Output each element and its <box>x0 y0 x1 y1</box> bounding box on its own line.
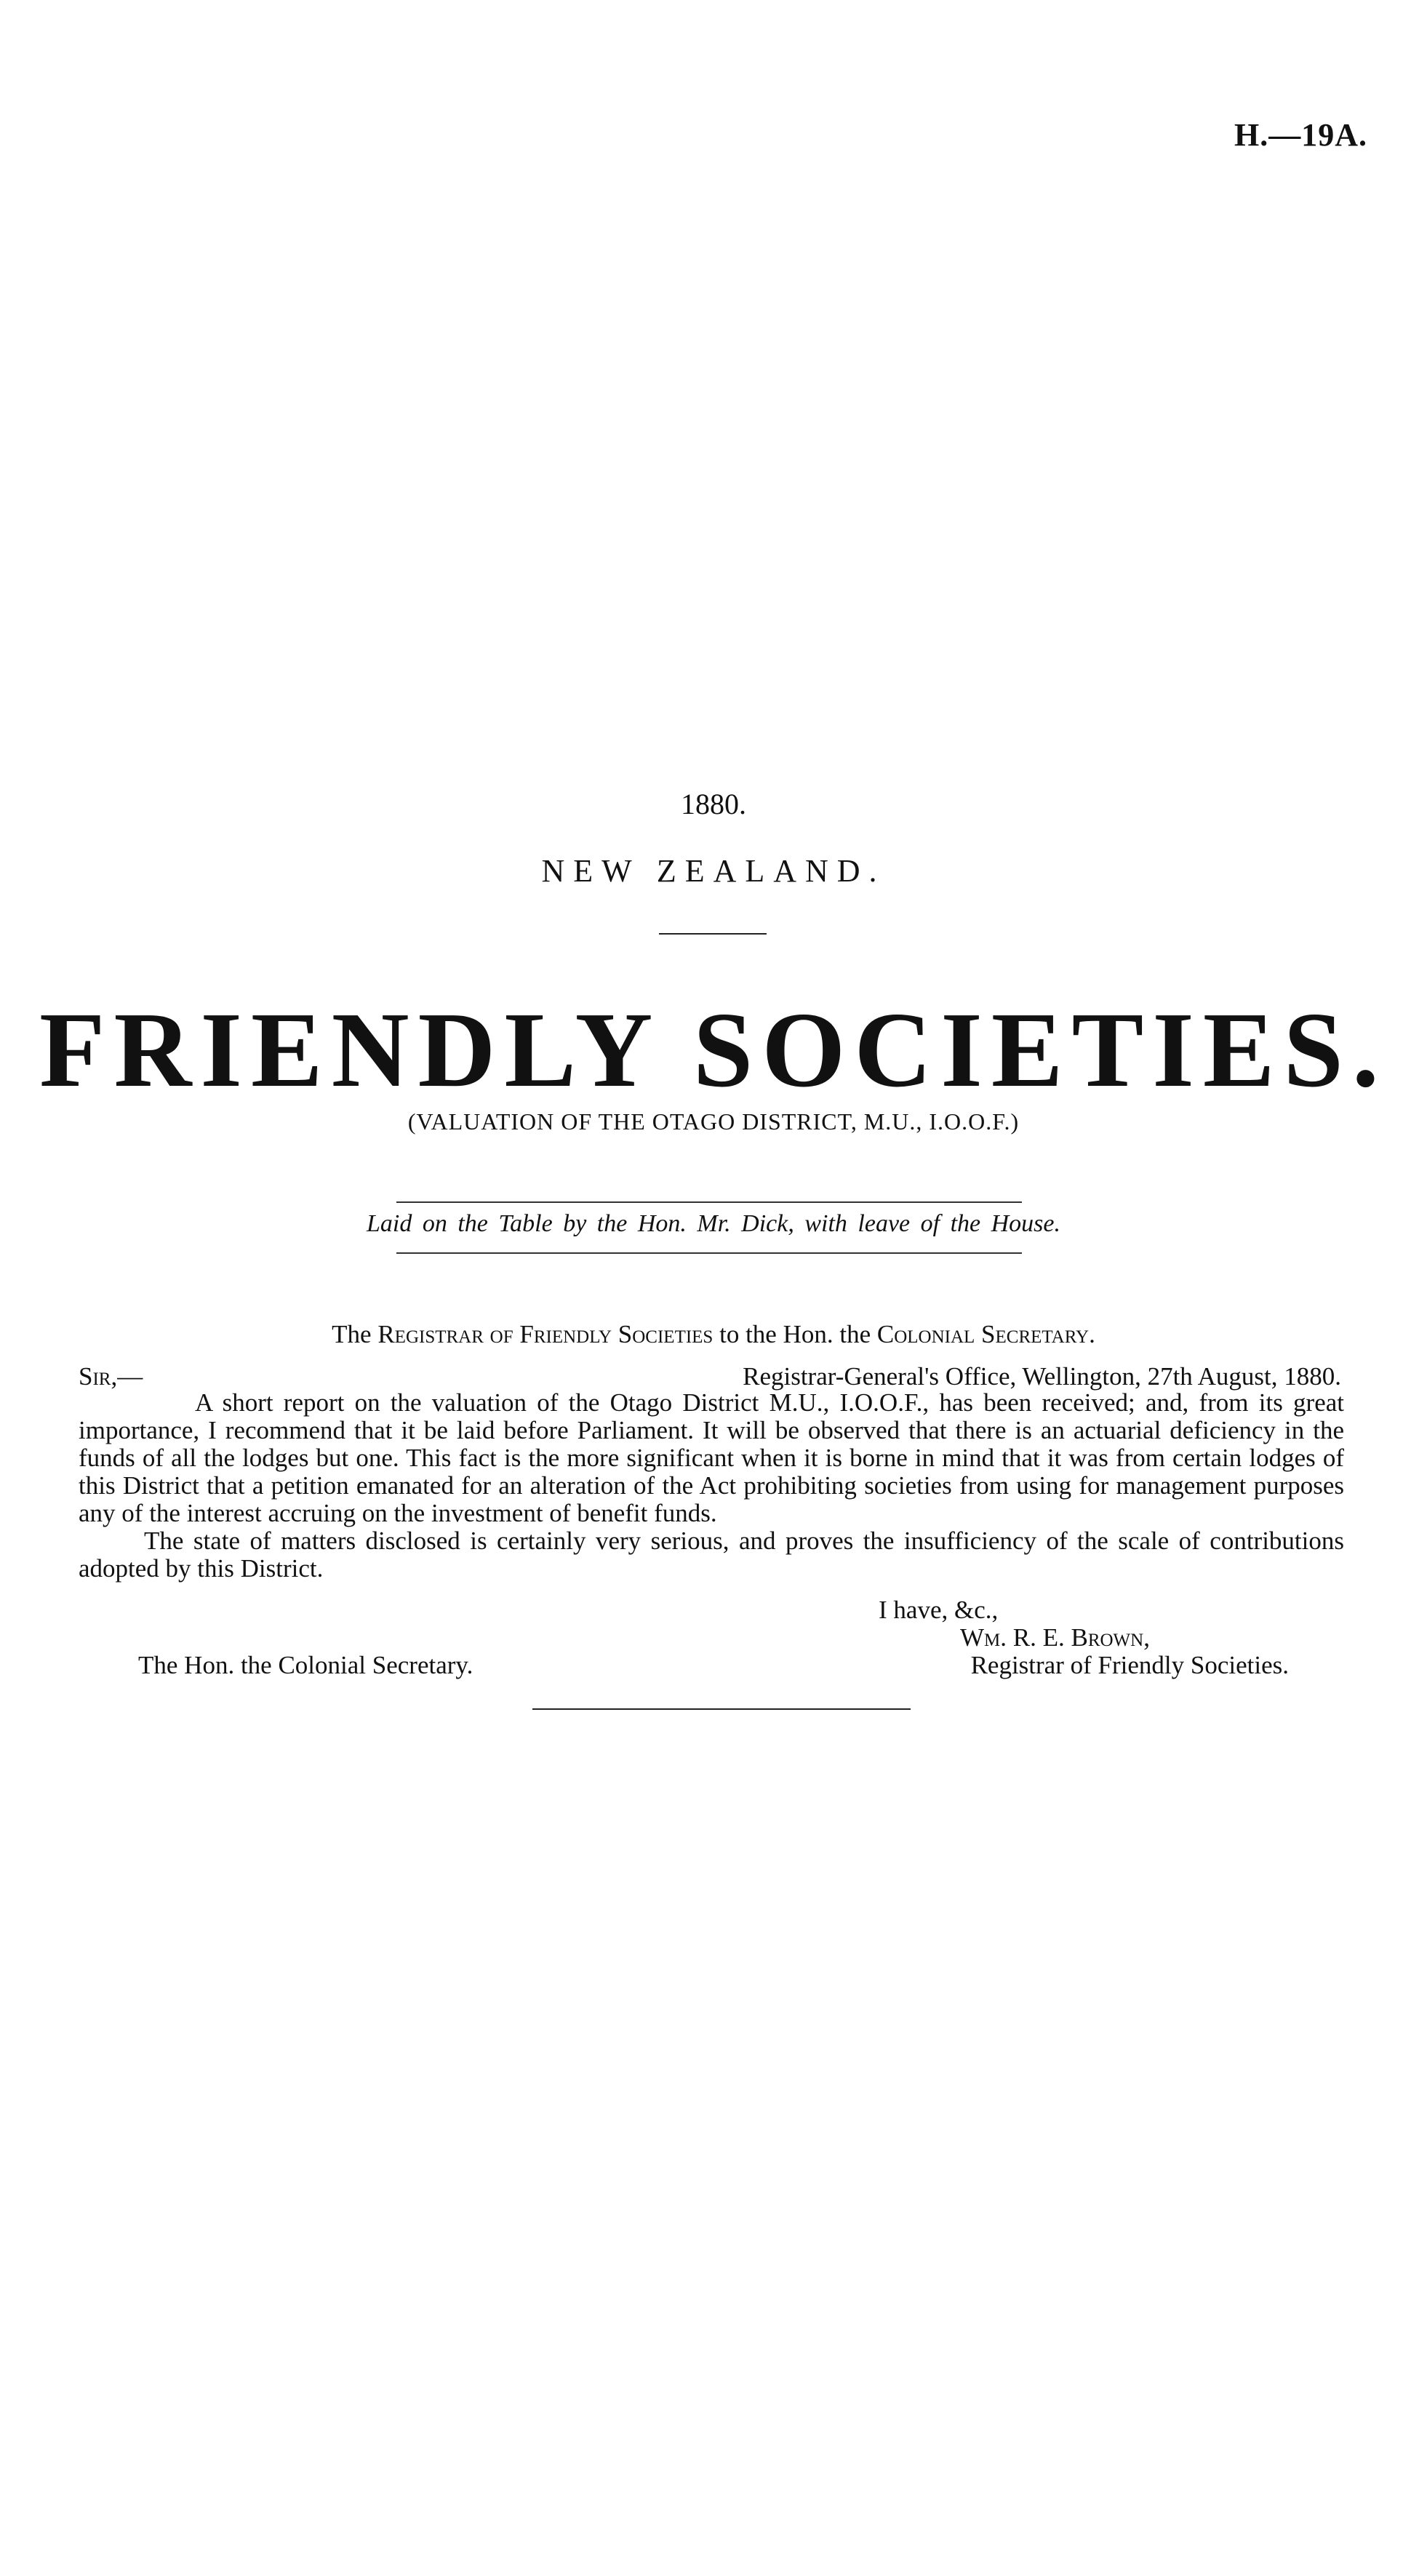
letter-paragraph: A short report on the valuation of the Otago District M.U., I.O.O.F., has been received; and, from its great importance, I recommend that it be laid before Parliament. It will be observed that there is an actuarial deficiency in the funds of all the lodges but one. This fact is the more significant when it is borne in mind that it was from certain lodges of this District that a petition emanated for an alteration of the Act prohibiting societies from using for management purposes any of the interest accruing on the investment of benefit funds. <box>79 1388 1344 1527</box>
signature-title: Registrar of Friendly Societies. <box>970 1651 1289 1679</box>
title-divider <box>659 933 767 935</box>
laid-note-bottom-rule <box>396 1252 1022 1254</box>
heading-text: . <box>1089 1320 1095 1348</box>
heading-text: The <box>332 1320 378 1348</box>
document-country: NEW ZEALAND. <box>541 853 886 889</box>
heading-text: to the Hon. the <box>713 1320 877 1348</box>
end-rule <box>532 1708 911 1710</box>
addressee: The Hon. the Colonial Secretary. <box>138 1651 473 1679</box>
heading-recipient: Colonial Secretary <box>876 1320 1090 1348</box>
address-line: Registrar-General's Office, Wellington, 27th August, 1880. <box>743 1362 1341 1391</box>
salutation: Sir,— <box>79 1362 143 1391</box>
heading-sender: Registrar of Friendly Societies <box>377 1320 714 1348</box>
laid-note: Laid on the Table by the Hon. Mr. Dick, with leave of the House. <box>366 1210 1060 1237</box>
page-reference: H.—19A. <box>1234 117 1367 153</box>
document-year: 1880. <box>681 788 746 820</box>
document-title: FRIENDLY SOCIETIES. <box>39 991 1388 1110</box>
signature-name: Wm. R. E. Brown, <box>960 1623 1150 1652</box>
document-subtitle: (VALUATION OF THE OTAGO DISTRICT, M.U., I.O.O.F.) <box>407 1108 1020 1135</box>
letter-heading <box>0 1320 1427 1349</box>
laid-note-top-rule <box>396 1201 1022 1203</box>
letter-paragraph: The state of matters disclosed is certainly very serious, and proves the insufficiency of the scale of contributions adopted by this District. <box>79 1527 1344 1583</box>
letter-body <box>79 1389 1344 1583</box>
closing: I have, &c., <box>879 1596 999 1624</box>
